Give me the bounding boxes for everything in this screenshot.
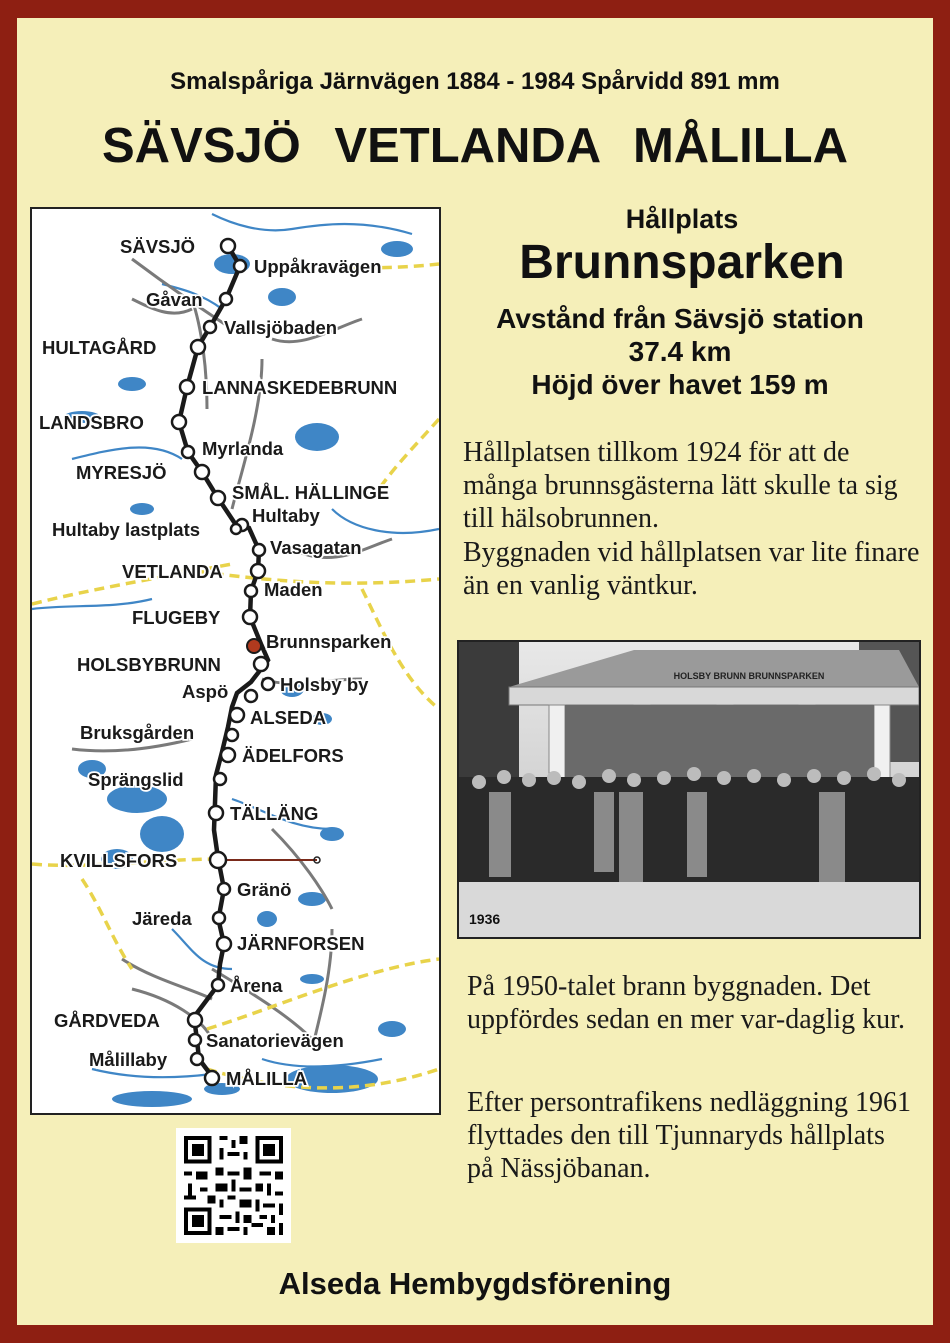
station-vetlanda — [122, 561, 265, 582]
photo-drawing — [459, 642, 919, 937]
station-grano — [218, 879, 291, 900]
svg-text:Årena: Årena — [230, 975, 283, 996]
svg-text:Maden: Maden — [264, 579, 323, 600]
svg-text:Vasagatan: Vasagatan — [270, 537, 362, 558]
svg-text:Sanatorievägen: Sanatorievägen — [206, 1030, 344, 1051]
map-svg — [32, 209, 439, 1113]
svg-text:ÄDELFORS: ÄDELFORS — [242, 745, 344, 766]
station-sprangslid — [88, 769, 226, 790]
svg-text:Bruksgården: Bruksgården — [80, 722, 195, 743]
station-myrlanda — [182, 438, 284, 459]
distance-label: Avstånd från Sävsjö station — [496, 303, 864, 334]
svg-text:FLUGEBY: FLUGEBY — [132, 607, 221, 628]
svg-text:MÅLILLA: MÅLILLA — [226, 1068, 308, 1089]
svg-text:Brunnsparken: Brunnsparken — [266, 631, 392, 652]
station-tallang — [209, 803, 318, 824]
publisher-name: Alseda Hembygdsförening — [278, 1266, 672, 1301]
station-holsby-by — [262, 674, 369, 695]
history-paragraph-2: Byggnaden vid hållplatsen var lite finare än en vanlig väntkur. — [463, 537, 920, 601]
svg-text:Målillaby: Målillaby — [89, 1049, 168, 1070]
qr-code-icon — [176, 1128, 291, 1243]
station-flugeby — [132, 607, 257, 628]
svg-text:LANNASKEDEBRUNN: LANNASKEDEBRUNN — [202, 377, 398, 398]
svg-text:LANDSBRO: LANDSBRO — [39, 412, 144, 433]
map-stations — [39, 236, 397, 1089]
stop-type-label: Hållplats — [625, 204, 739, 234]
poster — [17, 18, 933, 1325]
station-jareda — [132, 908, 225, 929]
svg-text:KVILLSFORS: KVILLSFORS — [60, 850, 178, 871]
station-gardveda — [54, 1010, 202, 1031]
photo-year: 1936 — [469, 911, 501, 927]
altitude: Höjd över havet 159 m — [531, 369, 829, 400]
history-paragraph-4: Efter persontrafikens nedläggning 1961 flyttades den till Tjunnaryds hållplats på Nässjöbanan. — [467, 1087, 911, 1184]
station-smal-hallinge — [211, 482, 389, 505]
photo-sign-text: HOLSBY BRUNN BRUNNSPARKEN — [673, 671, 825, 681]
svg-text:Uppåkravägen: Uppåkravägen — [254, 256, 382, 277]
poster-title: SÄVSJÖ VETLANDA MÅLILLA — [102, 119, 848, 173]
station-jarnforsen — [217, 933, 364, 954]
svg-text:Järeda: Järeda — [132, 908, 192, 929]
station-holsbybrunn — [77, 654, 268, 675]
svg-text:SÄVSJÖ: SÄVSJÖ — [120, 236, 196, 257]
station-vallsjobaden — [204, 317, 337, 338]
svg-text:Myrlanda: Myrlanda — [202, 438, 284, 459]
station-adelfors — [221, 745, 344, 766]
svg-text:JÄRNFORSEN: JÄRNFORSEN — [237, 933, 365, 954]
station-hultaby — [236, 505, 321, 531]
svg-text:Gränö: Gränö — [237, 879, 292, 900]
station-myresjo — [76, 462, 209, 483]
svg-text:VETLANDA: VETLANDA — [122, 561, 223, 582]
distance-value: 37.4 km — [628, 336, 732, 367]
svg-text:Gåvan: Gåvan — [146, 289, 203, 310]
svg-text:Hultaby: Hultaby — [252, 505, 320, 526]
svg-text:Sprängslid: Sprängslid — [88, 769, 184, 790]
svg-text:TÄLLÄNG: TÄLLÄNG — [230, 803, 319, 824]
station-alseda — [230, 707, 326, 728]
svg-text:MYRESJÖ: MYRESJÖ — [76, 462, 167, 483]
svg-text:HULTAGÅRD: HULTAGÅRD — [42, 337, 157, 358]
station-uppakravagen — [234, 256, 382, 277]
history-paragraph-3: På 1950-talet brann byggnaden. Det uppfördes sedan en mer var-daglig kur. — [467, 971, 905, 1035]
qr-code[interactable] — [176, 1128, 291, 1243]
svg-text:SMÅL. HÄLLINGE: SMÅL. HÄLLINGE — [232, 482, 390, 503]
historic-photo — [457, 640, 921, 939]
svg-text:Hultaby lastplats: Hultaby lastplats — [52, 519, 201, 540]
station-brunnsparken — [247, 631, 391, 653]
station-malillaby — [89, 1049, 203, 1070]
station-arena — [212, 975, 283, 996]
poster-subtitle: Smalspåriga Järnvägen 1884 - 1984 Spårvidd 891 mm — [170, 68, 780, 95]
station-savsjo — [120, 236, 235, 257]
station-lannaskedebrunn — [180, 377, 397, 398]
station-hultagard — [42, 337, 205, 358]
svg-text:ALSEDA: ALSEDA — [250, 707, 327, 728]
stop-name: Brunnsparken — [519, 236, 845, 289]
station-sanatorievagen — [189, 1030, 344, 1051]
station-hultaby-lastplats — [52, 519, 241, 540]
svg-text:GÅRDVEDA: GÅRDVEDA — [54, 1010, 160, 1031]
svg-text:Holsby by: Holsby by — [280, 674, 369, 695]
history-paragraph-1: Hållplatsen tillkom 1924 för att de många brunnsgästerna lätt skulle ta sig till hälsobrunnen. — [463, 437, 898, 534]
svg-text:HOLSBYBRUNN: HOLSBYBRUNN — [77, 654, 221, 675]
svg-text:Vallsjöbaden: Vallsjöbaden — [224, 317, 338, 338]
station-landsbro — [39, 412, 186, 433]
railway-map — [30, 207, 441, 1115]
svg-text:Aspö: Aspö — [182, 681, 229, 702]
station-maden — [245, 579, 323, 600]
station-bruksgarden — [80, 722, 238, 743]
station-vasagatan — [253, 537, 362, 558]
